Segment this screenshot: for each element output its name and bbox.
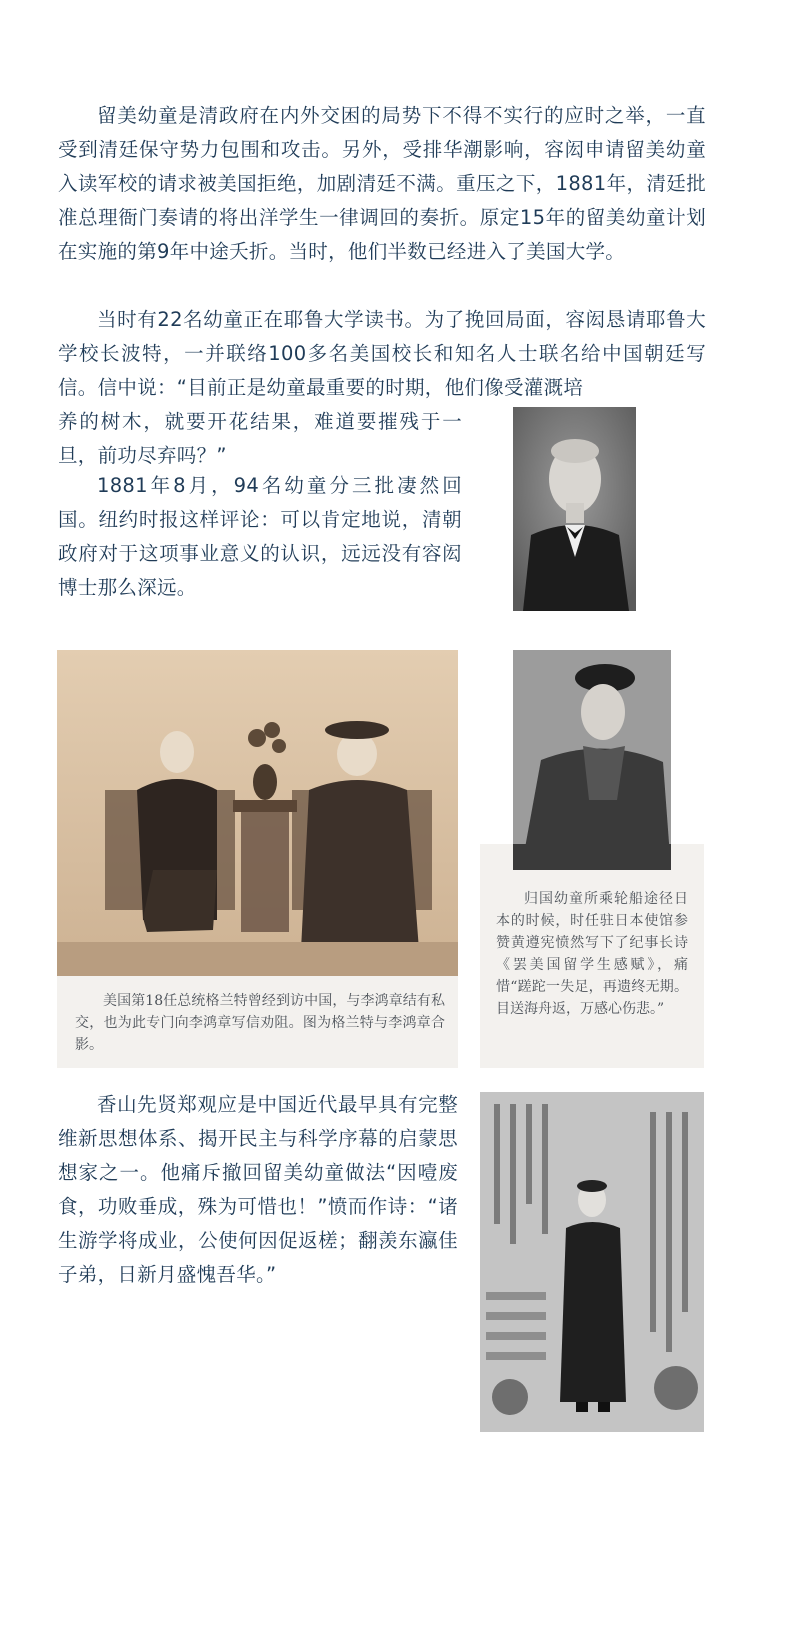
zheng-portrait-photo xyxy=(480,1092,704,1432)
paragraph-2-continued: 养的树木，就要开花结果，难道要摧残于一旦，前功尽弃吗？” xyxy=(58,410,462,467)
paragraph-1: 留美幼童是清政府在内外交困的局势下不得不实行的应时之举，一直受到清廷保守势力包围和攻击。另外，受排华潮影响，容闳申请留美幼童入读军校的请求被美国拒绝，加剧清廷不满。重压之下，1881年，清廷批准总理衙门奏请的将出洋学生一律调回的奏折。原定15年的留美幼童计划在实施的第9年中途夭折。当时，他们半数已经进入了美国大学。 xyxy=(58,104,706,263)
paragraph-4: 香山先贤郑观应是中国近代最早具有完整维新思想体系、揭开民主与科学序幕的启蒙思想家之一。他痛斥撤回留美幼童做法“因噎废食，功败垂成，殊为可惜也！”愤而作诗：“诸生游学将成业，公使何因促返槎；翻羡东瀛佳子弟，日新月盛愧吾华。” xyxy=(58,1093,458,1286)
huang-portrait-overlap xyxy=(513,844,671,870)
paragraph-2: 当时有22名幼童正在耶鲁大学读书。为了挽回局面，容闳恳请耶鲁大学校长波特，一并联络100多名美国校长和知名人士联名给中国朝廷写信。信中说：“目前正是幼童最重要的时期，他们像受灌溉培 xyxy=(58,308,706,399)
grant-caption: 美国第18任总统格兰特曾经到访中国，与李鸿章结有私交，也为此专门向李鸿章写信劝阻。图为格兰特与李鸿章合影。 xyxy=(75,993,445,1053)
paragraph-3: 1881年8月，94名幼童分三批凄然回国。纽约时报这样评论：可以肯定地说，清朝政府对于这项事业意义的认识，远远没有容闳博士那么深远。 xyxy=(58,474,462,599)
porter-portrait-photo xyxy=(513,407,636,611)
grant-li-photo xyxy=(57,650,458,976)
huang-caption: 归国幼童所乘轮船途径日本的时候，时任驻日本使馆参赞黄遵宪愤然写下了纪事长诗《罢美国留学生感赋》，痛惜“蹉跎一失足，再遗终无期。目送海舟返，万感心伤悲。” xyxy=(496,891,688,1017)
huang-portrait-photo xyxy=(513,650,671,870)
